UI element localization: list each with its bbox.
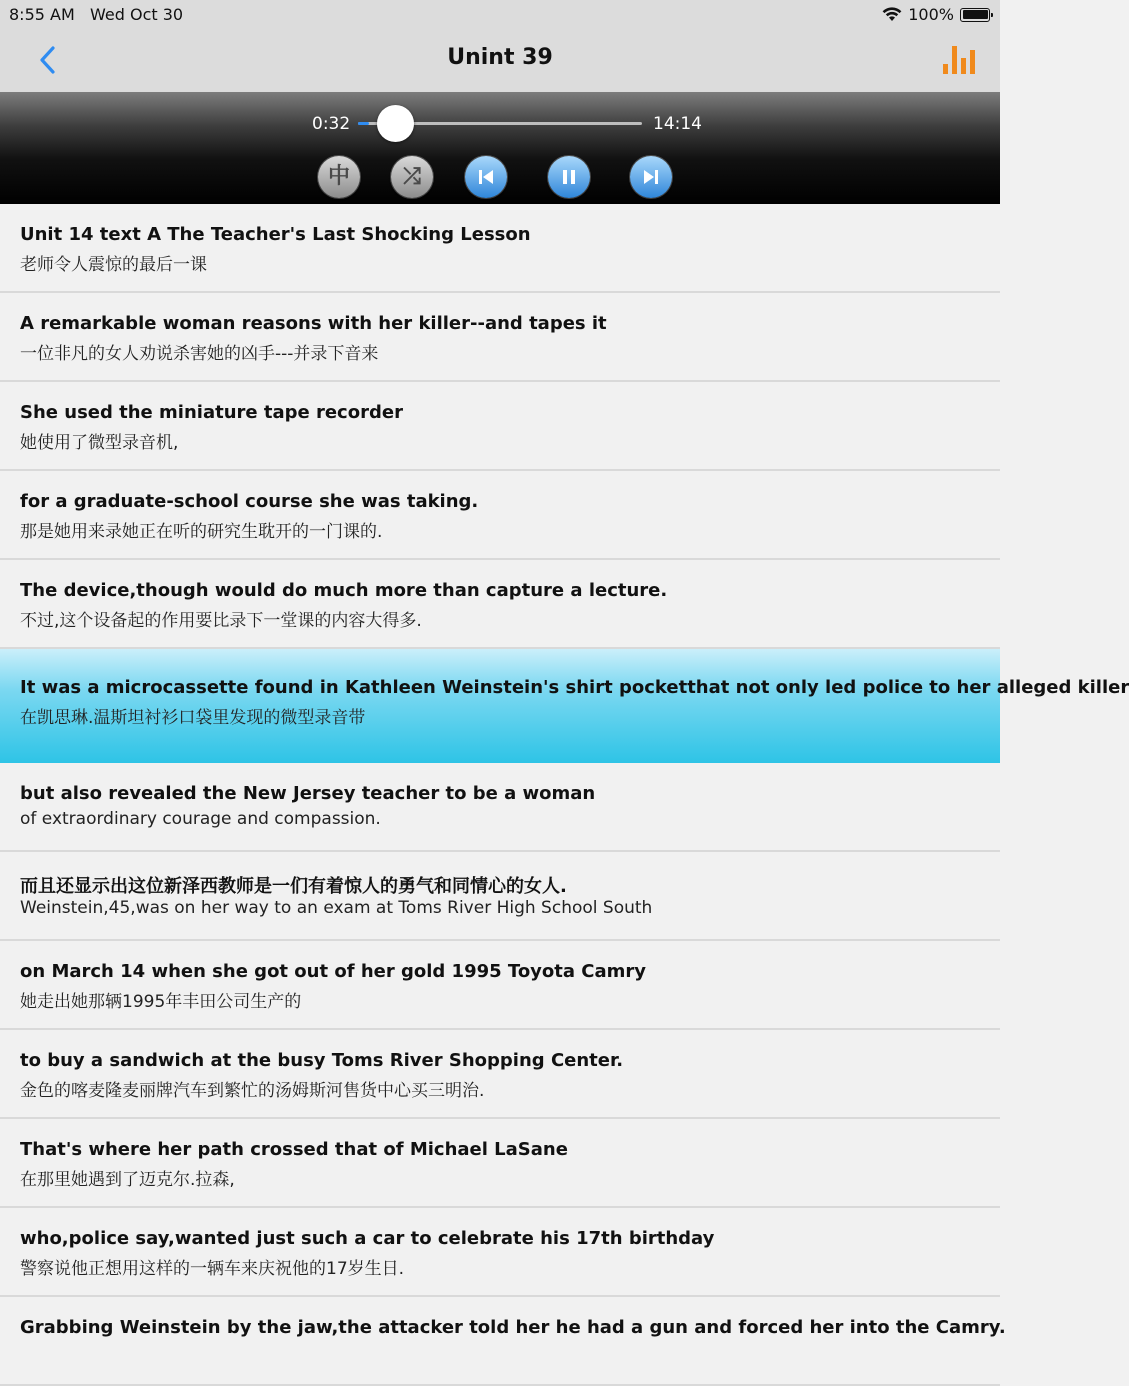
sentence-line-secondary: 在那里她遇到了迈克尔.拉森, — [20, 1170, 235, 1190]
next-button[interactable] — [630, 156, 672, 198]
sentence-row[interactable] — [0, 471, 1000, 560]
sentence-line-secondary: Weinstein,45,was on her way to an exam at Toms River High School South — [20, 898, 653, 918]
pause-icon — [559, 167, 579, 187]
pause-button[interactable] — [548, 156, 590, 198]
previous-button[interactable] — [465, 156, 507, 198]
battery-percent: 100% — [908, 5, 954, 24]
status-right — [882, 5, 990, 24]
bar-chart-icon[interactable] — [942, 42, 976, 76]
zhong-icon: 中 — [327, 164, 350, 189]
current-time: 0:32 — [312, 114, 351, 134]
page-title: Unint 39 — [447, 45, 553, 70]
sentence-line-secondary: 老师令人震惊的最后一课 — [20, 255, 207, 275]
status-date: Wed Oct 30 — [90, 5, 184, 24]
progress-knob[interactable] — [377, 105, 414, 142]
status-time — [9, 5, 183, 24]
sentence-row[interactable] — [0, 204, 1000, 293]
audio-player — [0, 92, 1000, 204]
sentence-row[interactable] — [0, 763, 1000, 852]
sentence-line-secondary: 一位非凡的女人劝说杀害她的凶手---并录下音来 — [20, 344, 379, 364]
sentence-row[interactable] — [0, 852, 1000, 941]
sentence-line-primary: Grabbing Weinstein by the jaw,the attacker told her he had a gun and forced her into the Camry. — [20, 1317, 1006, 1338]
wifi-icon — [882, 7, 902, 22]
sentence-row[interactable] — [0, 1119, 1000, 1208]
sentence-line-primary: It was a microcassette found in Kathleen Weinstein's shirt pocketthat not only led police to her alleged killer — [20, 677, 1129, 698]
nav-bar — [0, 28, 1000, 92]
sentence-line-primary: Unit 14 text A The Teacher's Last Shocking Lesson — [20, 224, 531, 245]
sentence-list — [0, 204, 1129, 1338]
sentence-row[interactable] — [0, 1030, 1000, 1119]
skip-next-icon — [641, 167, 661, 187]
sentence-row[interactable] — [0, 1208, 1000, 1297]
sentence-line-secondary: 不过,这个设备起的作用要比录下一堂课的内容大得多. — [20, 611, 422, 631]
sentence-row[interactable] — [0, 293, 1000, 382]
progress-fill — [358, 122, 369, 125]
sentence-line-primary: on March 14 when she got out of her gold 1995 Toyota Camry — [20, 961, 647, 982]
sentence-line-secondary: 她使用了微型录音机, — [20, 433, 179, 453]
status-bar — [0, 0, 1000, 28]
progress-slider[interactable] — [358, 122, 642, 125]
sentence-line-secondary: 警察说他正想用这样的一辆车来庆祝他的17岁生日. — [20, 1259, 405, 1279]
sentence-line-secondary: of extraordinary courage and compassion. — [20, 809, 381, 829]
skip-previous-icon — [476, 167, 496, 187]
sentence-line-primary: but also revealed the New Jersey teacher to be a woman — [20, 783, 596, 804]
battery-icon — [960, 8, 990, 22]
sentence-row[interactable] — [0, 560, 1000, 649]
sentence-row[interactable] — [0, 941, 1000, 1030]
sentence-line-secondary: 那是她用来录她正在听的研究生耽开的一门课的. — [20, 522, 383, 542]
sentence-row[interactable] — [0, 382, 1000, 471]
sentence-line-primary: The device,though would do much more than capture a lecture. — [20, 580, 668, 601]
sentence-line-secondary: 金色的喀麦隆麦丽牌汽车到繁忙的汤姆斯河售货中心买三明治. — [20, 1081, 485, 1101]
sentence-row[interactable] — [0, 1297, 1006, 1386]
sentence-line-primary: to buy a sandwich at the busy Toms River Shopping Center. — [20, 1050, 624, 1071]
shuffle-button[interactable] — [391, 156, 433, 198]
sentence-line-primary: for a graduate-school course she was taking. — [20, 491, 479, 512]
sentence-line-primary: who,police say,wanted just such a car to celebrate his 17th birthday — [20, 1228, 715, 1249]
total-time: 14:14 — [653, 114, 702, 134]
sentence-line-primary: A remarkable woman reasons with her killer--and tapes it — [20, 313, 607, 334]
sentence-line-primary: That's where her path crossed that of Michael LaSane — [20, 1139, 568, 1160]
status-clock: 8:55 AM — [9, 5, 75, 24]
sentence-line-primary: She used the miniature tape recorder — [20, 402, 403, 423]
sentence-line-secondary: 她走出她那辆1995年丰田公司生产的 — [20, 992, 302, 1012]
sentence-line-primary: 而且还显示出这位新泽西教师是一们有着惊人的勇气和同情心的女人. — [20, 876, 567, 897]
chinese-toggle-button[interactable] — [318, 156, 360, 198]
shuffle-icon: ⤮ — [403, 164, 421, 189]
sentence-line-secondary: 在凯思琳.温斯坦衬衫口袋里发现的微型录音带 — [20, 708, 366, 728]
sentence-row-active[interactable] — [0, 649, 1129, 763]
